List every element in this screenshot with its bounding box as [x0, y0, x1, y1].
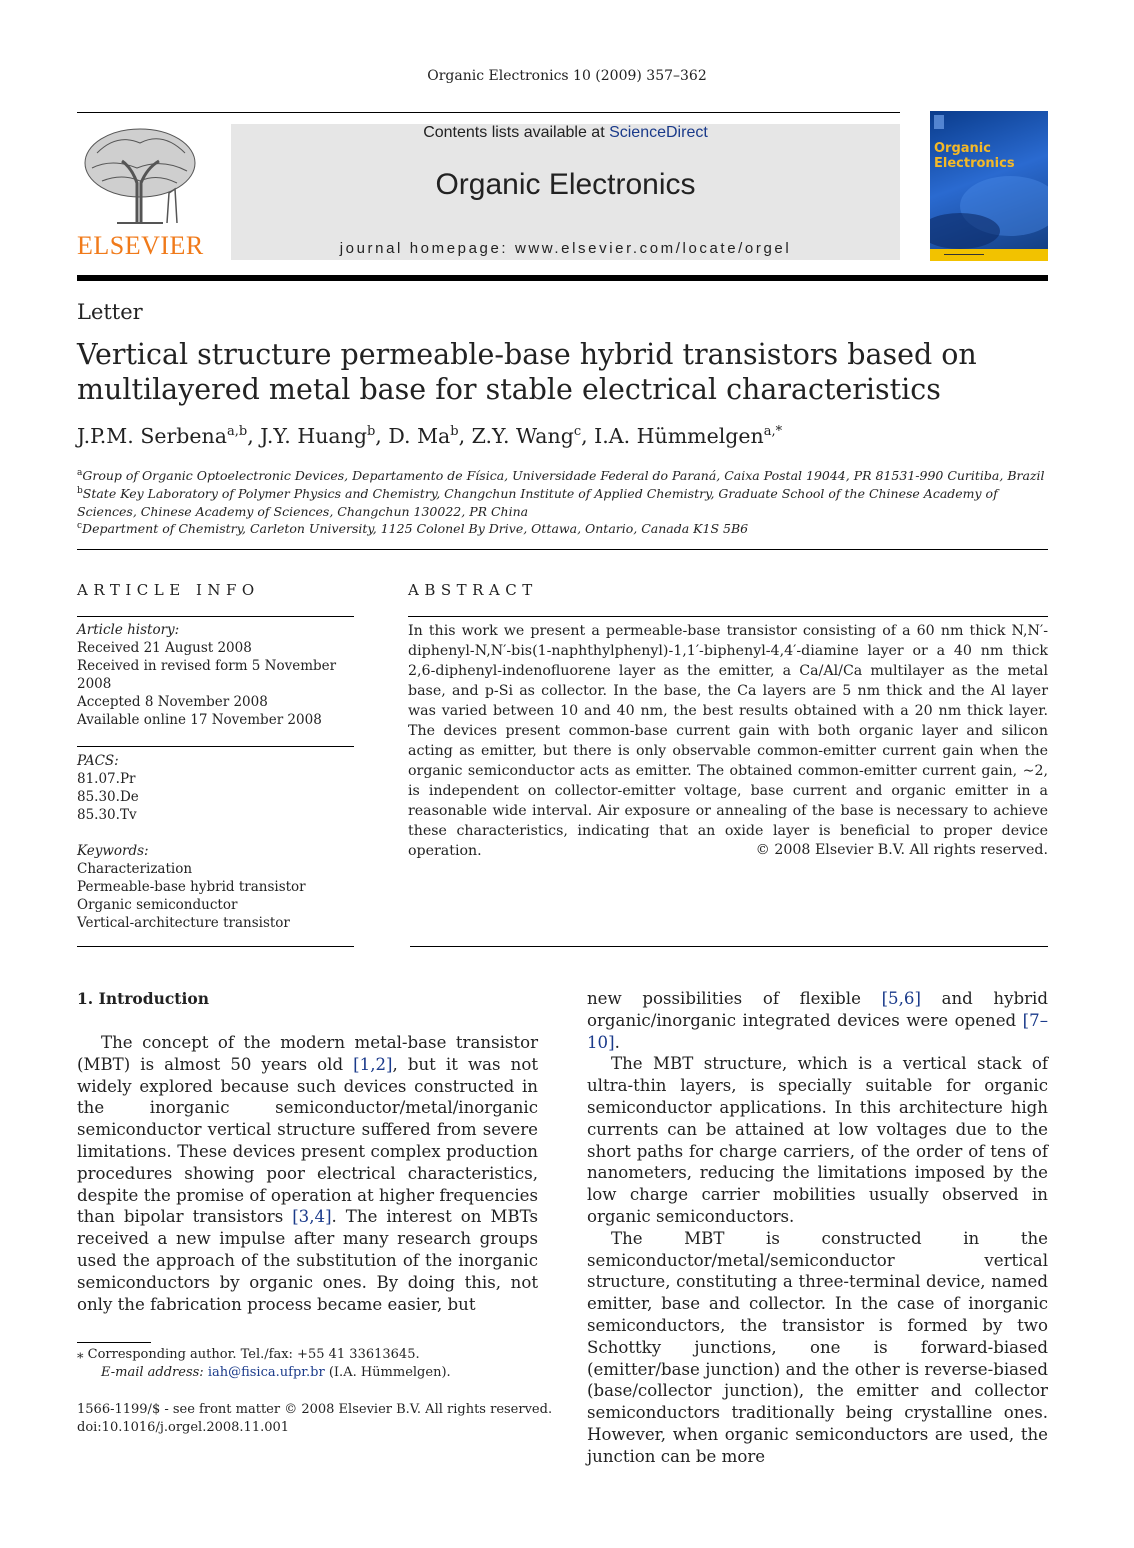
paragraph: The MBT is constructed in the semiconductor/metal/semiconductor vertical structure, constituting a three-terminal device, named emitter, base and collector. In the case of inorganic semiconductors, the transistor is formed by two Schottky junctions, one is forward-biased (emitter/base junction) and the other is reverse-biased (base/collector junction), the emitter and collector semiconductors traditionally being crystalline ones. However, when organic semiconductors are used, the junction can be more [587, 1228, 1048, 1466]
author-list [77, 424, 782, 448]
pacs-item: 81.07.Pr [77, 771, 136, 787]
affiliation-c [77, 518, 1052, 538]
pacs-block [77, 752, 357, 824]
author-separator: , [375, 424, 389, 448]
paragraph-text: . [614, 1032, 620, 1052]
keyword-item[interactable]: Permeable-base hybrid transistor [77, 879, 306, 895]
tree-icon [77, 123, 203, 227]
header-rule [77, 112, 900, 113]
email-suffix: (I.A. Hümmelgen). [324, 1365, 451, 1380]
article-history [77, 621, 357, 729]
abstract-heading: ABSTRACT [408, 581, 538, 599]
abstract-copyright: © 2008 Elsevier B.V. All rights reserved. [755, 842, 1048, 858]
journal-homepage-link[interactable]: journal homepage: www.elsevier.com/locate/orgel [339, 240, 792, 257]
keyword-item[interactable]: Organic semiconductor [77, 897, 238, 913]
section-heading-introduction: 1. Introduction [77, 989, 209, 1008]
body-column-right [587, 988, 1048, 1468]
citation-link[interactable]: [5,6] [881, 989, 921, 1008]
doi-link[interactable]: doi:10.1016/j.orgel.2008.11.001 [77, 1420, 290, 1435]
issn-line: 1566-1199/$ - see front matter © 2008 Elsevier B.V. All rights reserved. [77, 1402, 553, 1417]
author-affil-mark[interactable]: c [573, 424, 582, 440]
article-type: Letter [77, 300, 143, 324]
abstract-text: In this work we present a permeable-base transistor consisting of a 60 nm thick N,N′-diphenyl-N,N′-bis(1-naphthylphenyl)-1,1′-biphenyl-4,4′-diamine layer or a 40 nm thick 2,6-diphenyl-indenofluorene layer as the emitter, a Ca/Al/Ca multilayer as the metal base, and p-Si as collector. In the base, the Ca layers are 5 nm thick and the Al layer was varied between 10 and 40 nm, the best results obtained with a 20 nm thick layer. The devices present common-base current gain with both organic layer and silicon acting as emitter, but there is only observable common-emitter current gain when the organic semiconductor acts as emitter. The obtained common-emitter current gain, ∼2, is independent on collector-emitter voltage, base current and organic emitter in a reasonable wide interval. Air exposure or annealing of the base is necessary to achieve these characteristics, indicating that an oxide layer is beneficial to proper device operation. [408, 623, 1048, 859]
affiliation-mark: b [77, 486, 83, 496]
author-affil-mark[interactable]: a,b [226, 424, 248, 440]
author-name[interactable]: I.A. Hümmelgen [594, 424, 764, 448]
journal-masthead [231, 124, 900, 260]
keywords-label: Keywords: [77, 843, 149, 859]
affiliation-rule [77, 549, 1048, 550]
publisher-wordmark: ELSEVIER [77, 231, 204, 260]
paragraph [77, 1032, 538, 1315]
paragraph-text: new possibilities of flexible [587, 989, 882, 1008]
history-item: Available online 17 November 2008 [77, 712, 322, 728]
affiliation-text: State Key Laboratory of Polymer Physics and Chemistry, Changchun Institute of Applied Chemistry, Graduate School of the Chinese Academy of Sciences, Chinese Academy of Sciences, Changchun 130022, PR China [77, 486, 998, 519]
affiliation-text: Department of Chemistry, Carleton University, 1125 Colonel By Drive, Ottawa, Ontario, Canada K1S 5B6 [82, 521, 749, 537]
cover-title [934, 141, 1015, 171]
author-affil-mark[interactable]: b [450, 424, 459, 440]
author-separator: , [247, 424, 261, 448]
author-separator: , [458, 424, 472, 448]
paragraph: The MBT structure, which is a vertical stack of ultra-thin layers, is specially suitable for organic semiconductor applications. In this architecture high currents can be attained at low voltages due to the short paths for charge carriers, of the order of tens of nanometers, reducing the limitations imposed by the low charge carrier mobilities usually observed in organic semiconductors. [587, 1054, 1048, 1226]
email-label: E-mail address: [101, 1365, 208, 1380]
running-head: Organic Electronics 10 (2009) 357–362 [427, 68, 707, 84]
author-affil-mark[interactable]: a,* [763, 424, 783, 440]
publisher-logo[interactable] [77, 123, 203, 261]
citation-link[interactable]: [7–10] [587, 1010, 1048, 1052]
cover-title-line-1: Organic [934, 141, 991, 156]
info-bottom-rule [77, 946, 354, 947]
keyword-item[interactable]: Vertical-architecture transistor [77, 915, 290, 931]
author-separator: , [581, 424, 595, 448]
front-matter [77, 1401, 557, 1437]
keyword-item[interactable]: Characterization [77, 861, 193, 877]
cover-swirl-graphic [930, 111, 1048, 261]
paragraph-text: . The interest on MBTs received a new impulse after many research groups used the approach of the substitution of the inorganic semiconductors by organic ones. By doing this, not only the fabrication process became easier, but [77, 1207, 539, 1314]
history-item: Accepted 8 November 2008 [77, 694, 268, 710]
history-label: Article history: [77, 622, 180, 638]
pacs-label: PACS: [77, 753, 119, 769]
info-rule [77, 616, 354, 617]
citation-link[interactable]: [3,4] [292, 1207, 332, 1227]
author-affil-mark[interactable]: b [366, 424, 376, 440]
keywords-block [77, 842, 357, 932]
paragraph [587, 988, 1048, 1053]
corresponding-author-footnote [77, 1346, 557, 1382]
affiliation-mark: a [77, 468, 83, 478]
history-item: Received 21 August 2008 [77, 640, 252, 656]
paragraph-text: , but it was not widely explored because such devices constructed in the inorganic semiconductor/metal/inorganic semiconductor vertical structure suffered from severe limitations. These devices present complex production procedures showing poor electrical characteristics, despite the promise of operation at higher frequencies than bipolar transistors [77, 1054, 538, 1227]
paragraph-text: and hybrid organic/inorganic integrated devices were opened [587, 989, 1048, 1030]
article-info-heading: ARTICLE INFO [77, 581, 260, 599]
cover-title-line-2: Electronics [934, 156, 1015, 171]
author-name[interactable]: J.P.M. Serbena [77, 424, 227, 448]
contents-prefix: Contents lists available at [423, 124, 610, 141]
footnote-contact: ⁎ Corresponding author. Tel./fax: +55 41 33613645. [77, 1347, 420, 1362]
abstract-bottom-rule [410, 946, 1048, 947]
affiliation-text: Group of Organic Optoelectronic Devices, Departamento de Física, Universidade Federal do Paraná, Caixa Postal 19044, PR 81531-990 Curitiba, Brazil [82, 468, 1045, 484]
author-name[interactable]: D. Ma [388, 424, 451, 448]
affiliation-b [77, 483, 1052, 520]
pacs-item: 85.30.Tv [77, 807, 137, 823]
footnote-rule [77, 1342, 151, 1343]
author-name[interactable]: J.Y. Huang [260, 424, 367, 448]
masthead-thick-rule [77, 275, 1048, 281]
affiliation-mark: c [77, 521, 83, 531]
footnote-email-line [77, 1364, 557, 1382]
article-title: Vertical structure permeable-base hybrid transistors based on multilayered metal base for stable electrical characteristics [77, 338, 977, 406]
journal-cover-image[interactable] [930, 111, 1048, 261]
info-divider [77, 746, 354, 747]
email-link[interactable]: iah@fisica.ufpr.br [207, 1365, 325, 1380]
journal-title: Organic Electronics [435, 168, 696, 201]
cover-bottom-bar [930, 249, 1048, 261]
citation-link[interactable]: [1,2] [353, 1054, 393, 1074]
history-item: Received in revised form 5 November 2008 [77, 658, 337, 692]
sciencedirect-link[interactable]: ScienceDirect [609, 124, 708, 141]
affiliation-a [77, 465, 1052, 485]
pacs-item: 85.30.De [77, 789, 139, 805]
contents-line [231, 124, 900, 142]
paragraph-text: The concept of the modern metal-base transistor (MBT) is almost 50 years old [77, 1033, 538, 1074]
body-column-left [77, 1032, 538, 1315]
abstract-rule [408, 616, 1048, 617]
author-name[interactable]: Z.Y. Wang [471, 424, 574, 448]
